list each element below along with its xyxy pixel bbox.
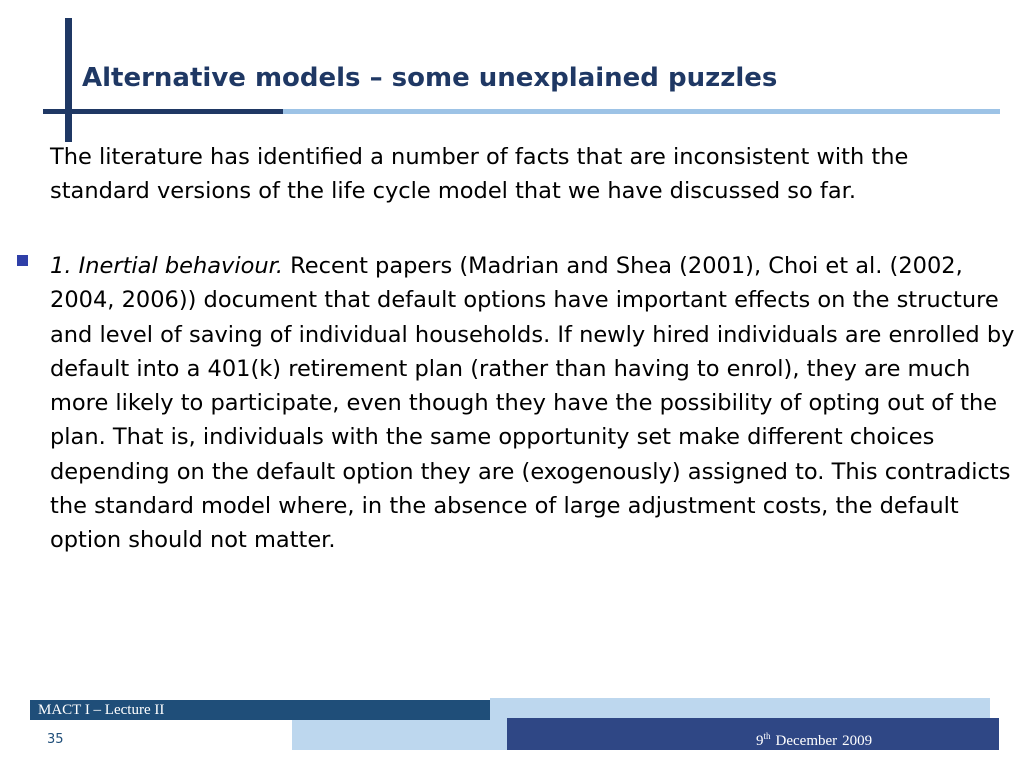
- footer-band-light-left: [292, 716, 507, 750]
- bullet-text: Recent papers (Madrian and Shea (2001), Choi et al. (2002, 2004, 2006)) document that default options have important effects on the structure and level of saving of individual households. If newly hired individuals are enrolled by default into a 401(k) retirement plan (rather than having to enrol), they are much more likely to participate, even though they have the possibility of opting out of the plan. That is, individuals with the same opportunity set make different choices depending on the default option they are (exogenously) assigned to. This contradicts the standard model where, in the absence of large adjustment costs, the default option should not matter.: [50, 253, 1015, 554]
- title-underline-dark: [43, 109, 283, 114]
- title-vertical-rule: [65, 18, 72, 142]
- date-day: 9: [756, 733, 764, 749]
- bullet-paragraph: [50, 249, 1015, 558]
- footer-band-navy: [507, 718, 999, 750]
- date-month: December: [775, 733, 838, 749]
- date-year: 2009: [842, 733, 873, 749]
- title-underline-light: [283, 109, 1000, 114]
- footer-date: [756, 731, 872, 750]
- date-suffix: th: [763, 731, 771, 741]
- intro-paragraph: The literature has identified a number of facts that are inconsistent with the standard versions of the life cycle model that we have discussed so far.: [50, 144, 909, 205]
- square-bullet-icon: [17, 255, 28, 266]
- slide-title: Alternative models – some unexplained puzzles: [82, 63, 778, 93]
- bullet-lead: 1. Inertial behaviour.: [50, 253, 283, 279]
- course-label: MACT I – Lecture II: [38, 702, 165, 718]
- page-number: 35: [47, 732, 64, 747]
